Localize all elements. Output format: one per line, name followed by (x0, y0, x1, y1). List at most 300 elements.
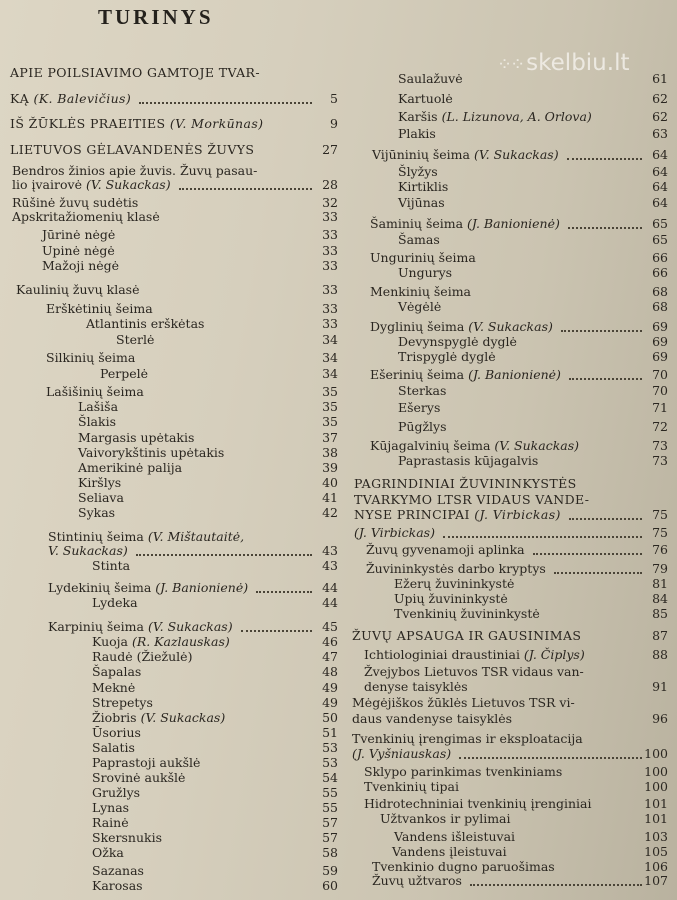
toc-entry (372, 148, 559, 162)
toc-entry-title: Perpelė (100, 366, 149, 381)
toc-entry-title: Mėgėjiškos žūklės Lietuvos TSR vi- (352, 695, 575, 710)
toc-page-number: 100 (644, 779, 668, 794)
toc-entry (46, 302, 153, 316)
toc-entry-author: (J. Virbickas) (354, 525, 435, 540)
toc-entry (92, 771, 185, 785)
toc-entry-author: (J. Banionienė) (151, 580, 249, 595)
toc-entry-title: KĄ (10, 91, 30, 106)
toc-page-number: 62 (652, 91, 668, 106)
toc-entry (10, 117, 263, 131)
toc-entry (78, 491, 124, 505)
toc-page-number: 75 (652, 525, 668, 540)
toc-entry (398, 127, 436, 141)
page-title: TURINYS (98, 5, 214, 29)
toc-page-number: 57 (322, 830, 338, 845)
watermark-text: skelbiu.lt (526, 50, 630, 76)
toc-entry-author: (V. Morkūnas) (165, 116, 264, 131)
toc-entry-title: Ešerinių šeima (370, 367, 465, 382)
toc-entry-title: Vėgėlė (398, 299, 442, 314)
toc-entry (364, 780, 459, 794)
toc-entry-title: Vandens išleistuvai (394, 829, 516, 844)
toc-entry (370, 368, 561, 382)
toc-entry-title: Žuvų užtvaros (372, 873, 462, 888)
toc-entry (392, 845, 507, 859)
toc-entry-title: Vijūnas (398, 195, 445, 210)
toc-entry-title: Sklypo parinkimas tvenkiniams (364, 764, 563, 779)
toc-entry-title: Žuvų gyvenamoji aplinka (366, 542, 525, 557)
toc-entry (364, 680, 468, 694)
toc-page-number: 76 (652, 542, 668, 557)
toc-page-number: 46 (322, 634, 338, 649)
toc-entry-title: Šlakis (78, 414, 117, 429)
toc-entry-title: Sterlė (116, 332, 155, 347)
toc-entry (92, 756, 200, 770)
toc-page-number: 34 (322, 366, 338, 381)
toc-page-number: 33 (322, 316, 338, 331)
toc-entry-title: Žuvininkystės darbo kryptys (366, 561, 546, 576)
toc-entry-title: Erškėtinių šeima (46, 301, 153, 316)
toc-entry-title: Rainė (92, 815, 129, 830)
toc-entry-title: Menkinių šeima (370, 284, 472, 299)
toc-page-number: 34 (322, 332, 338, 347)
toc-page-number: 79 (652, 561, 668, 576)
toc-entry (10, 92, 131, 106)
toc-entry (78, 446, 224, 460)
toc-page-number: 87 (652, 628, 668, 643)
toc-entry (92, 650, 192, 664)
toc-entry (398, 266, 452, 280)
toc-entry-title: Šlyžys (398, 164, 438, 179)
toc-entry-title: Lynas (92, 800, 130, 815)
toc-entry-title: Ešerys (398, 400, 441, 415)
toc-entry-author: (L. Lizunova, A. Orlova) (437, 109, 592, 124)
toc-entry-title: Užtvankos ir pylimai (380, 811, 511, 826)
toc-entry (352, 629, 581, 643)
toc-entry-title: Devynspyglė dyglė (398, 334, 517, 349)
toc-entry (92, 559, 130, 573)
toc-entry-title: Karosas (92, 878, 143, 893)
toc-entry (12, 164, 257, 178)
toc-entry-title: Kiršlys (78, 475, 122, 490)
toc-entry-title: Upių žuvininkystė (394, 591, 508, 606)
toc-entry (398, 401, 440, 415)
toc-entry-title: Lašišinių šeima (46, 384, 144, 399)
dot-leader (470, 884, 642, 886)
toc-entry-title: Paprastasis kūjagalvis (398, 453, 539, 468)
toc-entry-title: Kartuolė (398, 91, 453, 106)
toc-page-number: 44 (322, 580, 338, 595)
toc-entry (46, 351, 135, 365)
toc-entry-title: Tvenkinių įrengimas ir eksploatacija (352, 731, 583, 746)
toc-entry (394, 607, 540, 621)
toc-entry-title: Saulažuvė (398, 71, 463, 86)
dot-leader (569, 378, 642, 380)
dot-leader (561, 330, 642, 332)
toc-page-number: 72 (652, 419, 668, 434)
toc-entry-title: Gružlys (92, 785, 141, 800)
toc-entry-author: (J. Vyšniauskas) (352, 746, 452, 761)
toc-entry (92, 665, 141, 679)
toc-page-number: 66 (652, 265, 668, 280)
toc-entry (394, 592, 508, 606)
toc-entry-title: Trispyglė dyglė (398, 349, 496, 364)
toc-entry (12, 196, 138, 210)
toc-entry (354, 493, 589, 507)
toc-entry-author: (V. Sukackas) (464, 319, 553, 334)
toc-entry (380, 812, 511, 826)
toc-page-number: 70 (652, 383, 668, 398)
toc-entry-title: Atlantinis erškėtas (86, 316, 205, 331)
toc-entry (370, 251, 476, 265)
toc-entry (92, 741, 135, 755)
toc-page-number: 64 (652, 195, 668, 210)
toc-page-number: 38 (322, 445, 338, 460)
toc-entry-title: Upinė nėgė (42, 243, 115, 258)
toc-entry (78, 506, 115, 520)
toc-entry-title: Jūrinė nėgė (42, 227, 116, 242)
toc-entry-title: ŽUVŲ APSAUGA IR GAUSINIMAS (352, 628, 582, 643)
toc-page-number: 33 (322, 301, 338, 316)
toc-page-number: 33 (322, 258, 338, 273)
toc-page-number: 64 (652, 179, 668, 194)
toc-entry (48, 530, 244, 544)
toc-entry (92, 681, 135, 695)
toc-page-number: 64 (652, 164, 668, 179)
toc-page-number: 57 (322, 815, 338, 830)
toc-entry-title: Strepetys (92, 695, 153, 710)
toc-entry (78, 400, 118, 414)
toc-entry-author: (K. Balevičius) (29, 91, 132, 106)
toc-page-number: 33 (322, 209, 338, 224)
toc-page-number: 105 (644, 844, 668, 859)
toc-page-number: 60 (322, 878, 338, 893)
toc-entry (92, 879, 143, 893)
toc-entry (48, 581, 248, 595)
toc-page-number: 33 (322, 282, 338, 297)
toc-entry (398, 196, 445, 210)
toc-entry (398, 165, 438, 179)
toc-entry (116, 333, 154, 347)
toc-entry-title: Vandens įleistuvai (392, 844, 507, 859)
toc-page-number: 40 (322, 475, 338, 490)
toc-entry (16, 283, 139, 297)
toc-entry-title: Tvenkinių žuvininkystė (394, 606, 540, 621)
toc-entry-title: Šamas (398, 232, 440, 247)
toc-page-number: 61 (652, 71, 668, 86)
toc-entry (370, 439, 579, 453)
toc-entry-title: Skersnukis (92, 830, 163, 845)
toc-entry-author: (V. Mištautaitė, (143, 529, 245, 544)
toc-page-number: 75 (652, 507, 668, 522)
toc-entry (100, 367, 148, 381)
toc-entry-title: Rūšinė žuvų sudėtis (12, 195, 139, 210)
toc-entry-title: Ungurinių šeima (370, 250, 476, 265)
toc-page-number: 70 (652, 367, 668, 382)
toc-entry (366, 543, 525, 557)
toc-entry-author: (V. Sukackas) (143, 619, 233, 634)
toc-entry-title: daus vandenyse taisyklės (352, 711, 513, 726)
toc-entry (398, 300, 441, 314)
toc-page-number: 100 (644, 746, 668, 761)
toc-page-number: 55 (322, 785, 338, 800)
toc-entry (364, 765, 562, 779)
toc-entry-title: Tvenkinių tipai (364, 779, 459, 794)
toc-entry-title: Lašiša (78, 399, 119, 414)
toc-entry-title: Šaminių šeima (370, 216, 464, 231)
toc-entry-title: Kūjagalvinių šeima (370, 438, 491, 453)
toc-entry-author: (V. Sukackas) (136, 710, 226, 725)
toc-page-number: 63 (652, 126, 668, 141)
toc-entry (398, 92, 453, 106)
toc-entry (92, 696, 153, 710)
toc-page-number: 54 (322, 770, 338, 785)
toc-entry-title: Sazanas (92, 863, 144, 878)
toc-page-number: 64 (652, 147, 668, 162)
toc-page-number: 45 (322, 619, 338, 634)
toc-entry (42, 244, 115, 258)
toc-entry-title: Karšis (398, 109, 438, 124)
toc-entry (12, 210, 160, 224)
toc-entry-author: (J. Banionienė) (464, 367, 561, 382)
toc-page-number: 88 (652, 647, 668, 662)
toc-page-number: 51 (322, 725, 338, 740)
toc-entry (92, 864, 144, 878)
toc-entry-title: Paprastoji aukšlė (92, 755, 201, 770)
toc-entry-title: Srovinė aukšlė (92, 770, 186, 785)
dot-leader (179, 188, 312, 190)
toc-page-number: 32 (322, 195, 338, 210)
toc-entry (92, 596, 138, 610)
toc-entry (398, 335, 517, 349)
toc-entry-title: APIE POILSIAVIMO GAMTOJE TVAR- (10, 65, 260, 80)
toc-page-number: 59 (322, 863, 338, 878)
toc-entry (398, 72, 463, 86)
toc-entry (92, 846, 124, 860)
toc-entry (394, 577, 514, 591)
toc-page-number: 43 (322, 558, 338, 573)
toc-page-number: 65 (652, 216, 668, 231)
toc-entry-title: Žvejybos Lietuvos TSR vidaus van- (364, 664, 584, 679)
toc-entry (92, 801, 129, 815)
toc-page-number: 73 (652, 453, 668, 468)
toc-entry-title: Šapalas (92, 664, 142, 679)
dot-leader (569, 518, 642, 520)
toc-page-number: 5 (330, 91, 338, 106)
toc-entry-author: (R. Kazlauskas) (127, 634, 230, 649)
toc-page-number: 65 (652, 232, 668, 247)
dot-leader (568, 227, 642, 229)
toc-entry-title: Ichtiologiniai draustiniai (364, 647, 520, 662)
toc-entry-title: Kaulinių žuvų klasė (16, 282, 140, 297)
toc-entry (370, 217, 560, 231)
toc-entry (398, 233, 440, 247)
toc-page-number: 58 (322, 845, 338, 860)
toc-entry-author: (J. Čiplys) (519, 647, 585, 662)
toc-entry-title: Ežerų žuvininkystė (394, 576, 515, 591)
toc-page-number: 69 (652, 334, 668, 349)
toc-entry-title: Kirtiklis (398, 179, 449, 194)
toc-entry-title: Sykas (78, 505, 116, 520)
toc-entry-title: Ožka (92, 845, 124, 860)
toc-entry-title: PAGRINDINIAI ŽUVININKYSTĖS (354, 476, 577, 491)
dot-leader (241, 630, 312, 632)
toc-page-number: 47 (322, 649, 338, 664)
toc-entry-title: LIETUVOS GĖLAVANDENĖS ŽUVYS (10, 142, 255, 157)
toc-entry-title: IŠ ŽŪKLĖS PRAEITIES (10, 116, 166, 131)
toc-entry (352, 732, 583, 746)
toc-entry-title: Salatis (92, 740, 135, 755)
toc-entry (398, 350, 496, 364)
toc-page-number: 9 (330, 116, 338, 131)
toc-entry (10, 143, 254, 157)
toc-page-number: 62 (652, 109, 668, 124)
toc-entry-title: Sterkas (398, 383, 447, 398)
toc-entry (370, 285, 471, 299)
toc-entry (366, 562, 546, 576)
toc-page-number: 35 (322, 399, 338, 414)
toc-entry-title: Pūgžlys (398, 419, 447, 434)
toc-entry (48, 620, 233, 634)
dot-leader (554, 572, 642, 574)
toc-entry (398, 384, 446, 398)
dot-leader (136, 554, 312, 556)
toc-entry-title: Ungurys (398, 265, 453, 280)
toc-page-number: 68 (652, 284, 668, 299)
toc-entry-title: Stinta (92, 558, 131, 573)
toc-page-number: 100 (644, 764, 668, 779)
toc-entry (78, 431, 194, 445)
toc-entry (86, 317, 204, 331)
toc-entry (364, 648, 585, 662)
toc-page-number: 69 (652, 319, 668, 334)
toc-entry (352, 712, 512, 726)
toc-entry (92, 726, 141, 740)
watermark-logo-icon: ⁘⁘ (497, 54, 524, 75)
toc-entry-author: (V. Sukackas) (490, 438, 580, 453)
toc-entry (78, 476, 121, 490)
toc-entry (48, 544, 128, 558)
toc-entry (42, 259, 119, 273)
toc-entry-title: Kuoja (92, 634, 128, 649)
toc-page-number: 96 (652, 711, 668, 726)
toc-page-number: 49 (322, 680, 338, 695)
toc-entry-title: Žiobris (92, 710, 137, 725)
toc-entry-title: Tvenkinio dugno paruošimas (372, 859, 555, 874)
toc-entry (42, 228, 115, 242)
toc-page-number: 106 (644, 859, 668, 874)
toc-page-number: 43 (322, 543, 338, 558)
toc-page-number: 69 (652, 349, 668, 364)
toc-entry (92, 635, 230, 649)
toc-entry-title: Vijūninių šeima (372, 147, 470, 162)
watermark (497, 50, 629, 76)
toc-entry-title: denyse taisyklės (364, 679, 468, 694)
toc-entry (354, 526, 435, 540)
toc-entry (352, 696, 575, 710)
toc-page-number: 73 (652, 438, 668, 453)
toc-entry-title: Raudė (Žiežulė) (92, 649, 193, 664)
toc-entry (12, 178, 171, 192)
toc-page-number: 41 (322, 490, 338, 505)
toc-page-number: 103 (644, 829, 668, 844)
toc-page-number: 66 (652, 250, 668, 265)
toc-page-number: 35 (322, 384, 338, 399)
toc-entry (370, 320, 553, 334)
toc-entry (10, 66, 260, 80)
dot-leader (533, 553, 642, 555)
toc-entry (398, 454, 538, 468)
toc-entry-title: Silkinių šeima (46, 350, 136, 365)
toc-page-number: 91 (652, 679, 668, 694)
toc-entry-title: lio įvairovė (12, 177, 82, 192)
toc-page-number: 44 (322, 595, 338, 610)
toc-entry-author: (J. Virbickas) (469, 507, 561, 522)
toc-entry-title: Margasis upėtakis (78, 430, 195, 445)
toc-page-number: 49 (322, 695, 338, 710)
toc-entry (78, 461, 182, 475)
toc-page-number: 33 (322, 227, 338, 242)
toc-entry-title: TVARKYMO LTSR VIDAUS VANDE- (354, 492, 590, 507)
toc-page-number: 71 (652, 400, 668, 415)
toc-entry (398, 110, 592, 124)
toc-entry-title: Bendros žinios apie žuvis. Žuvų pasau- (12, 163, 258, 178)
toc-entry (354, 508, 561, 522)
toc-entry-title: Seliava (78, 490, 124, 505)
toc-entry-title: Amerikinė palija (78, 460, 183, 475)
dot-leader (256, 591, 312, 593)
toc-entry-author: (J. Banionienė) (463, 216, 560, 231)
toc-page-number: 84 (652, 591, 668, 606)
toc-page-number: 107 (644, 873, 668, 888)
toc-entry-title: Apskritažiomenių klasė (12, 209, 160, 224)
toc-entry (364, 665, 584, 679)
toc-entry (46, 385, 144, 399)
toc-page-number: 28 (322, 177, 338, 192)
toc-entry-title: Plakis (398, 126, 436, 141)
toc-entry-title: Dyglinių šeima (370, 319, 465, 334)
toc-entry (372, 874, 462, 888)
toc-page-number: 81 (652, 576, 668, 591)
toc-page-number: 55 (322, 800, 338, 815)
toc-page-number: 101 (644, 811, 668, 826)
toc-entry (92, 816, 129, 830)
toc-page-number: 34 (322, 350, 338, 365)
toc-page-number: 35 (322, 414, 338, 429)
toc-entry-title: Stintinių šeima (48, 529, 144, 544)
toc-entry (92, 711, 225, 725)
toc-entry (78, 415, 116, 429)
dot-leader (567, 158, 642, 160)
toc-entry (394, 830, 515, 844)
toc-entry-title: Mažoji nėgė (42, 258, 120, 273)
toc-page-number: 48 (322, 664, 338, 679)
toc-entry (352, 747, 451, 761)
toc-entry-title: NYSE PRINCIPAI (354, 507, 470, 522)
toc-entry (354, 477, 577, 491)
dot-leader (139, 102, 312, 104)
toc-entry-title: Karpinių šeima (48, 619, 144, 634)
toc-page-number: 33 (322, 243, 338, 258)
toc-page-number: 42 (322, 505, 338, 520)
toc-page-number: 68 (652, 299, 668, 314)
toc-entry-author: (V. Sukackas) (81, 177, 171, 192)
toc-entry-title: Vaivorykštinis upėtakis (78, 445, 225, 460)
toc-entry (398, 180, 448, 194)
toc-entry (92, 831, 162, 845)
toc-entry-author: (V. Sukackas) (469, 147, 559, 162)
toc-page-number: 37 (322, 430, 338, 445)
toc-entry-title: Hidrotechniniai tvenkinių įrenginiai (364, 796, 592, 811)
